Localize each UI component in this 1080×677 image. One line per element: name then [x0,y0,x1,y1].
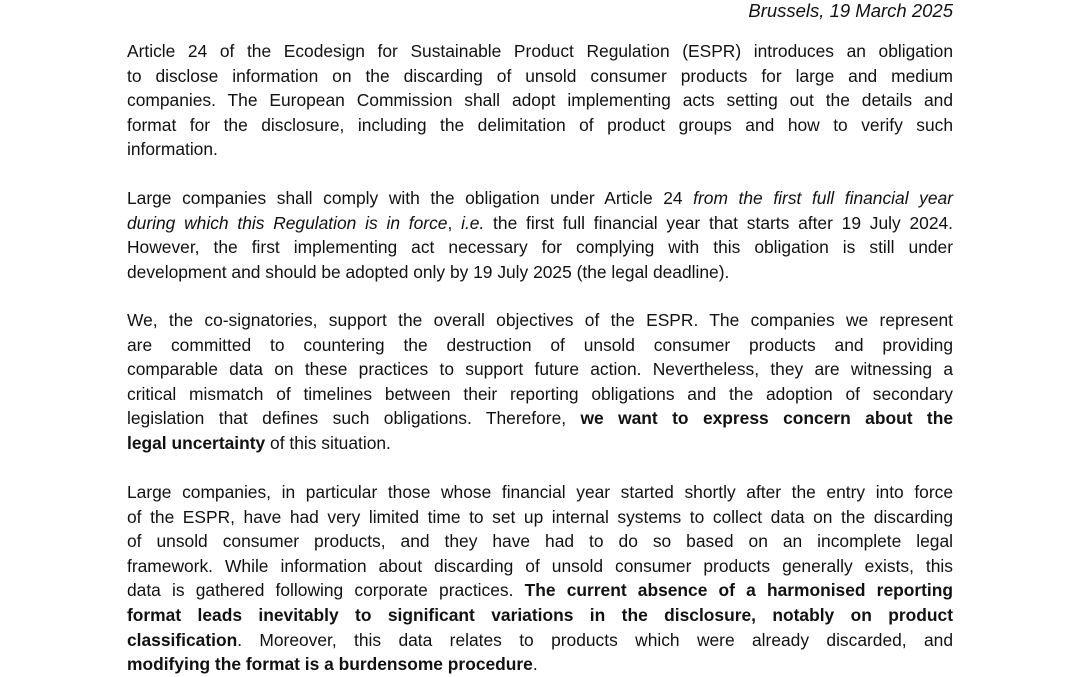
paragraph-line [127,88,953,113]
text-run: However, the first implementing act necessary for complying with this obligation is still under [127,237,953,258]
paragraph-3 [127,308,953,456]
bold-text: legal uncertainty [127,432,266,453]
paragraph-line [127,431,953,456]
dateline: Brussels, 19 March 2025 [748,0,953,21]
paragraph-line [127,308,953,333]
paragraph-2 [127,186,953,284]
paragraph-line [127,652,953,677]
text-run: companies. The European Commission shall adopt implementing acts setting out the details and [127,90,953,111]
paragraph-line [127,529,953,554]
bold-text: we want to express concern about the [580,408,953,429]
paragraph-line [127,480,953,505]
text-run: , [447,212,462,233]
text-run: Large companies shall comply with the obligation under Article 24 [127,188,694,208]
paragraph-line [127,260,953,285]
paragraph-line [127,382,953,407]
paragraph-line [127,113,953,138]
text-run: development and should be adopted only by 19 July 2025 (the legal deadline). [127,261,730,282]
text-run: information. [127,139,218,160]
bold-text: format leads inevitably to significant variations in the disclosure, notably on product [127,604,953,625]
paragraph-line [127,357,953,382]
paragraph-line [127,505,953,530]
text-run: legislation that defines such obligations. Therefore, [127,408,581,429]
text-run: We, the co-signatories, support the overall objectives of the ESPR. The companies we represent [127,310,953,330]
paragraph-line [127,235,953,260]
paragraph-1 [127,39,953,162]
italic-text: during which this Regulation is in force [127,212,448,233]
paragraph-line [127,603,953,628]
text-run: Large companies, in particular those whose financial year started shortly after the entry into force [127,482,953,502]
text-run: . [532,654,538,675]
text-run: framework. While information about discarding of unsold consumer products generally exists, this [127,555,953,576]
paragraph-line [127,578,953,603]
paragraph-line [127,64,953,89]
text-run: are committed to countering the destruction of unsold consumer products and providing [127,334,953,355]
text-run: critical mismatch of timelines between their reporting obligations and the adoption of secondary [127,383,953,404]
bold-text: classification [127,629,238,650]
bold-text: The current absence of a harmonised reporting [524,580,954,601]
text-run: of unsold consumer products, and they have had to do so based on an incomplete legal [127,531,953,552]
paragraph-line [127,137,953,162]
italic-text: from the first full financial year [693,188,954,208]
paragraph-line [127,554,953,579]
paragraph-line [127,333,953,358]
text-run: of this situation. [265,432,391,453]
text-run: Article 24 of the Ecodesign for Sustainable Product Regulation (ESPR) introduces an obligation [127,41,953,61]
paragraph-line [127,211,953,236]
bold-text: modifying the format is a burdensome procedure [127,654,533,675]
text-run: comparable data on these practices to support future action. Nevertheless, they are witnessing a [127,359,953,380]
text-run: of the ESPR, have had very limited time to set up internal systems to collect data on the discarding [127,506,953,527]
paragraph-4 [127,480,953,677]
text-run: . Moreover, this data relates to products which were already discarded, and [237,629,953,650]
text-run: format for the disclosure, including the delimitation of product groups and how to verify such [127,114,953,135]
text-run: the first full financial year that starts after 19 July 2024. [484,212,954,233]
text-run: to disclose information on the discarding of unsold consumer products for large and medium [127,65,953,86]
paragraph-line [127,186,953,211]
paragraph-line [127,39,953,64]
paragraph-line [127,628,953,653]
paragraph-line [127,406,953,431]
italic-text: i.e. [461,212,485,233]
text-run: data is gathered following corporate practices. [127,580,525,601]
